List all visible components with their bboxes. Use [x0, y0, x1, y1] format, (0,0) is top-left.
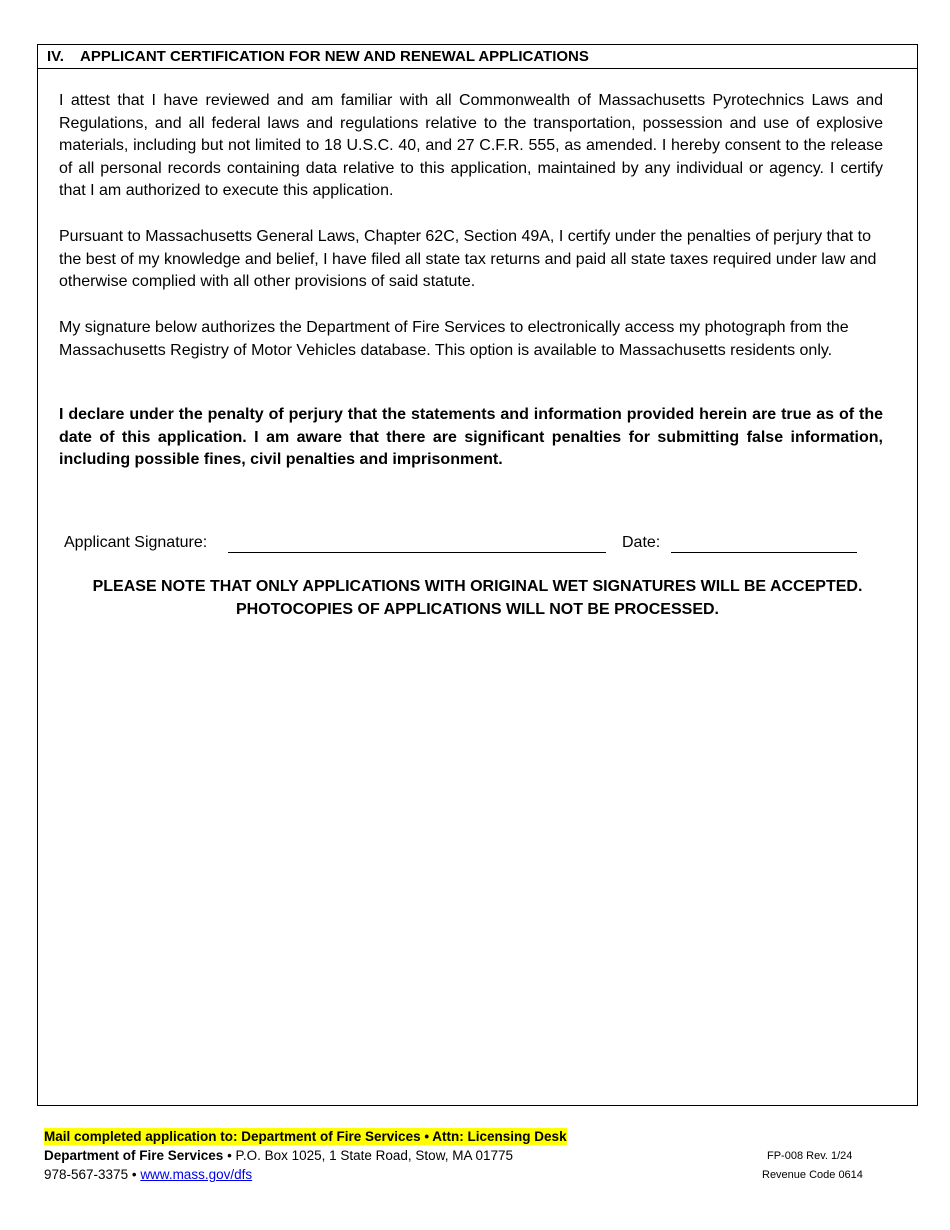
mail-to-line: Mail completed application to: Department of Fire Services • Attn: Licensing Desk: [44, 1129, 567, 1144]
attestation-paragraph: I attest that I have reviewed and am familiar with all Commonwealth of Massachusetts Pyrotechnics Laws and Regulations, and all federal laws and regulations relative to the transportation, possession and use of explosive materials, including but not limited to 18 U.S.C. 40, and 27 C.F.R. 555, as amended. I hereby consent to the release of all personal records containing data relative to this application, maintained by any individual or agency. I certify that I am authorized to execute this application.: [59, 92, 883, 200]
date-label: Date:: [622, 534, 661, 551]
revenue-code: Revenue Code 0614: [762, 1169, 863, 1181]
tax-certification-paragraph: Pursuant to Massachusetts General Laws, Chapter 62C, Section 49A, I certify under the penalties of perjury that to the best of my knowledge and belief, I have filed all state tax returns and paid all state taxes required under law and otherwise complied with all other provisions of said statute.: [59, 228, 877, 291]
footer-address-line: [44, 1146, 567, 1165]
applicant-signature-label: Applicant Signature:: [64, 534, 208, 551]
certification-section: [37, 44, 918, 1106]
notice-line-1: PLEASE NOTE THAT ONLY APPLICATIONS WITH ORIGINAL WET SIGNATURES WILL BE ACCEPTED.: [92, 578, 863, 595]
photo-authorization-paragraph: My signature below authorizes the Department of Fire Services to electronically access my photograph from the Massachusetts Registry of Motor Vehicles database. This option is available to Massachusetts residents only.: [59, 319, 849, 359]
section-number: IV.: [47, 48, 64, 65]
applicant-signature-field[interactable]: [228, 552, 606, 553]
wet-signature-notice: [38, 576, 917, 621]
footer-mailing-info: [44, 1127, 567, 1184]
date-field[interactable]: [671, 552, 857, 553]
section-title: APPLICANT CERTIFICATION FOR NEW AND RENEWAL APPLICATIONS: [80, 48, 589, 65]
perjury-declaration-paragraph: I declare under the penalty of perjury that the statements and information provided herein are true as of the date of this application. I am aware that there are significant penalties for submitting false information, including possible fines, civil penalties and imprisonment.: [59, 406, 883, 469]
section-header: [38, 45, 917, 69]
department-address: • P.O. Box 1025, 1 State Road, Stow, MA 01775: [223, 1148, 513, 1163]
form-number: FP-008 Rev. 1/24: [767, 1150, 853, 1162]
website-link[interactable]: www.mass.gov/dfs: [140, 1167, 253, 1182]
department-name: Department of Fire Services: [44, 1148, 224, 1163]
department-phone: 978-567-3375 •: [44, 1167, 141, 1182]
footer-contact-line: [44, 1165, 567, 1184]
notice-line-2: PHOTOCOPIES OF APPLICATIONS WILL NOT BE PROCESSED.: [235, 600, 719, 618]
